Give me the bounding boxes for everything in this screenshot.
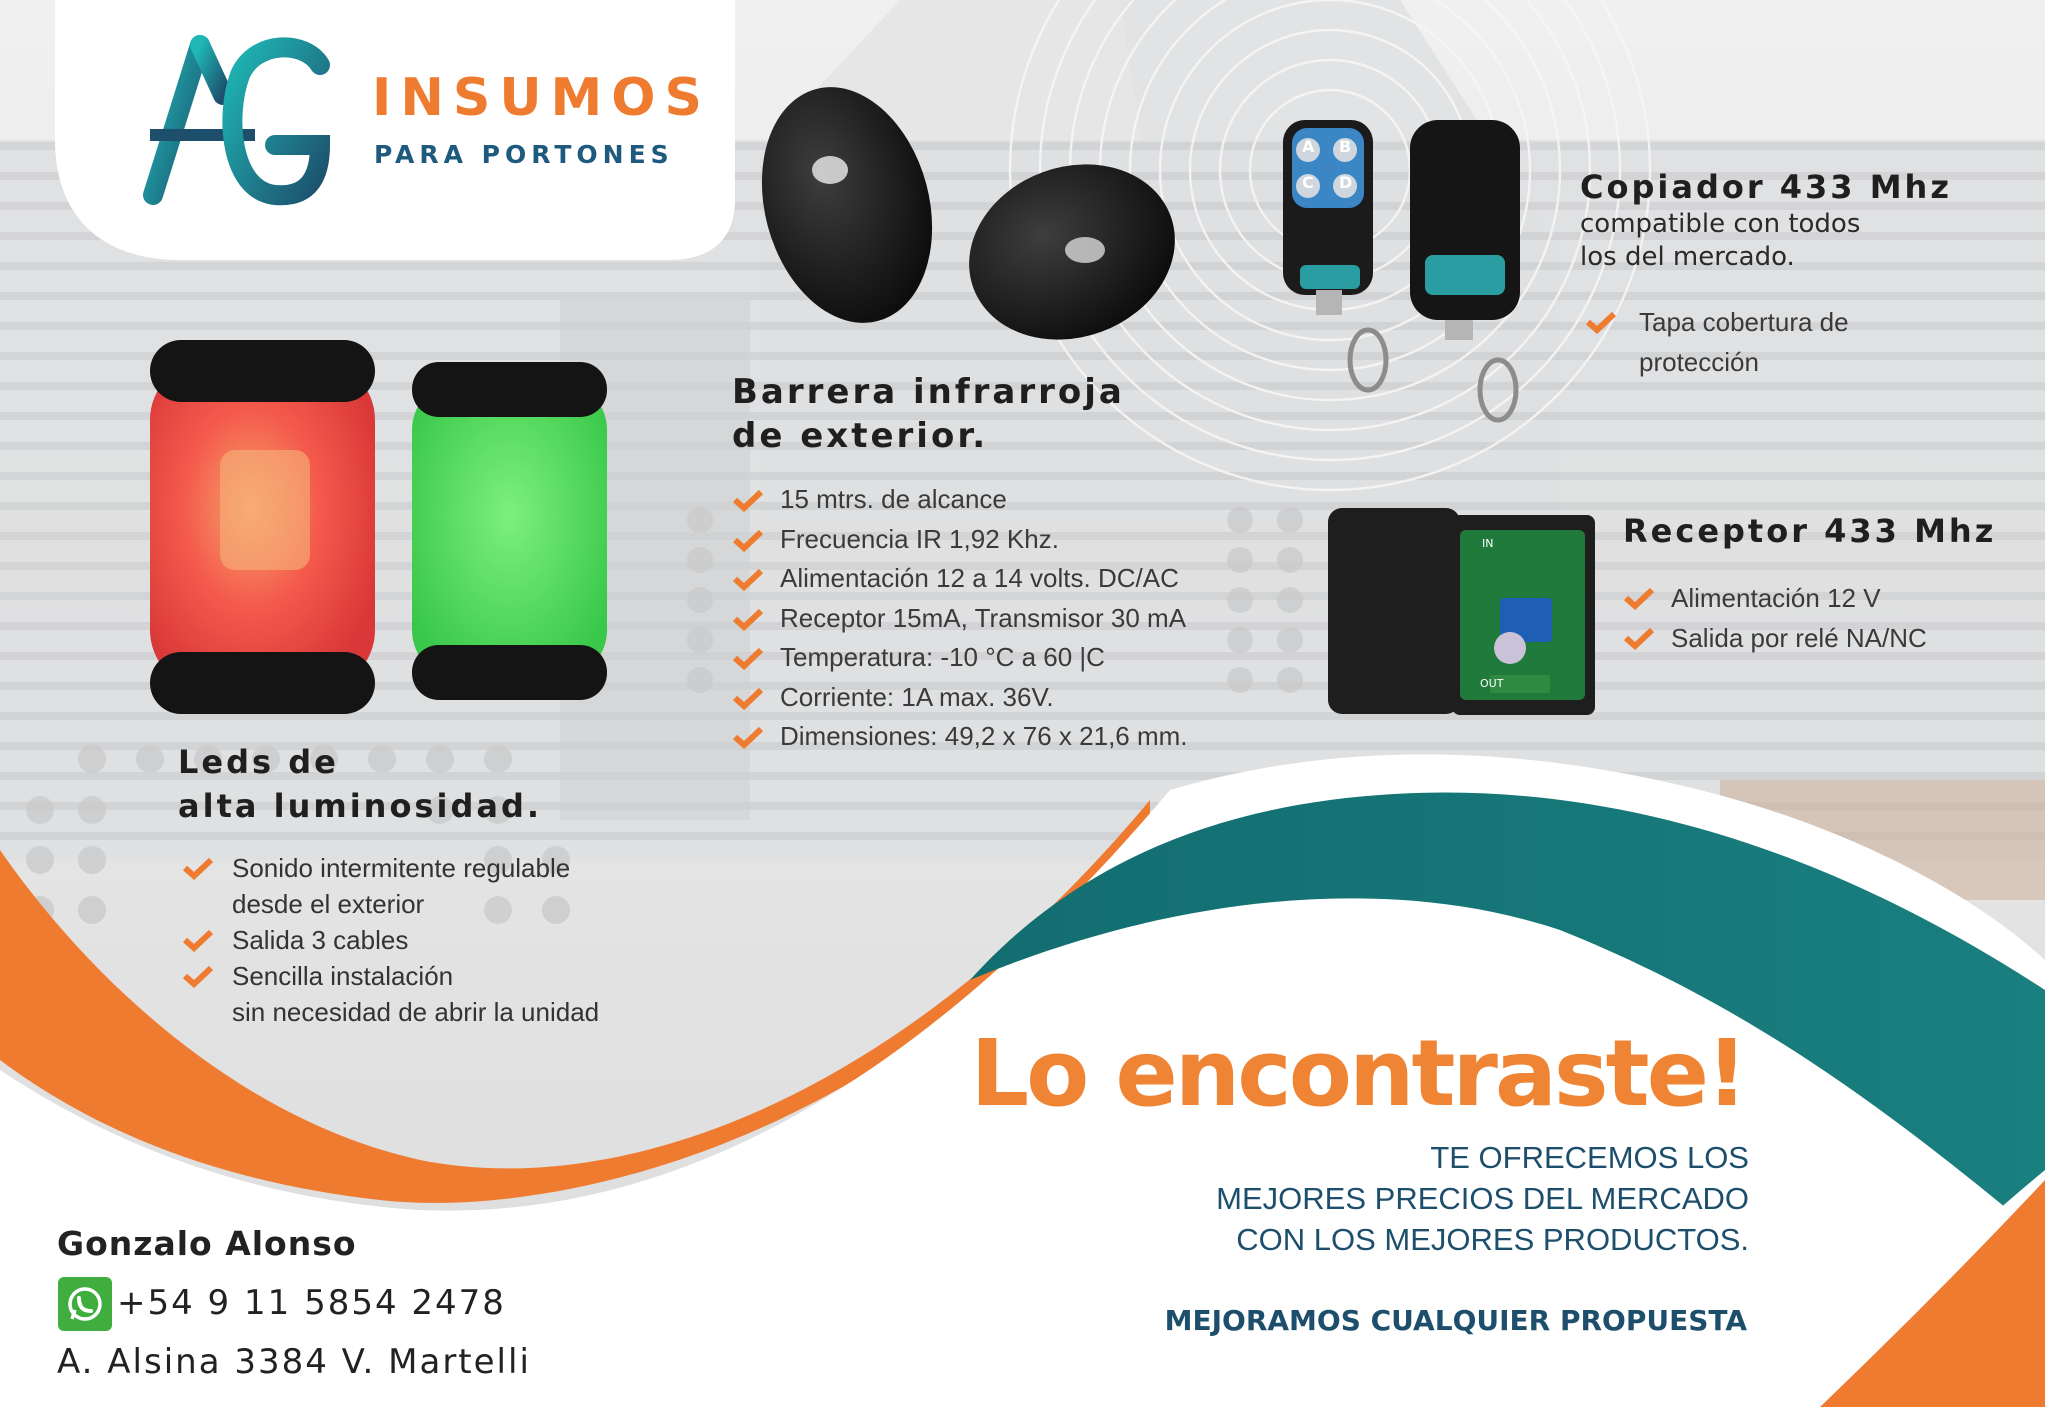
check-icon: [1585, 310, 1617, 334]
list-item: [1623, 578, 1927, 618]
copier-feature: [1585, 302, 1849, 382]
feature-text: Alimentación 12 V: [1671, 583, 1881, 613]
brand-tagline: PARA PORTONES: [374, 140, 674, 169]
leds-feature-list: [182, 850, 599, 1030]
remote-button-a: A: [1302, 137, 1315, 156]
contact-name: Gonzalo Alonso: [57, 1224, 357, 1263]
check-icon: [732, 725, 764, 749]
list-item: [732, 480, 1188, 520]
check-icon: [732, 686, 764, 710]
promo-offer-line1: TE OFRECEMOS LOS: [1430, 1140, 1749, 1175]
promo-offer-line3: CON LOS MEJORES PRODUCTOS.: [1236, 1222, 1749, 1257]
barrier-title-line2: de exterior.: [732, 416, 989, 456]
check-icon: [732, 488, 764, 512]
check-icon: [732, 567, 764, 591]
copier-subtitle-line1: compatible con todos: [1580, 209, 1861, 239]
copier-subtitle-line2: los del mercado.: [1580, 242, 1795, 272]
promo-offer-line2: MEJORES PRECIOS DEL MERCADO: [1216, 1181, 1749, 1216]
leds-title-line2: alta luminosidad.: [178, 787, 542, 825]
leds-title: [178, 740, 542, 828]
feature-text: Receptor 15mA, Transmisor 30 mA: [780, 602, 1187, 633]
contact-address: A. Alsina 3384 V. Martelli: [57, 1342, 531, 1382]
copier-subtitle: [1580, 208, 1860, 274]
feature-text: Temperatura: -10 °C a 60 |C: [780, 642, 1105, 672]
receiver-title: Receptor 433 Mhz: [1623, 512, 1997, 550]
list-item: [732, 599, 1188, 639]
feature-text: Alimentación 12 a 14 volts. DC/AC: [780, 563, 1179, 593]
receiver-board-label-in: IN: [1482, 537, 1494, 550]
feature-text: 15 mtrs. de alcance: [780, 484, 1007, 514]
remote-button-d: D: [1339, 173, 1353, 192]
promo-offer: [1216, 1137, 1749, 1260]
feature-text: Sonido intermitente regulable: [232, 853, 571, 883]
list-item: [732, 717, 1188, 757]
copier-feature-line1: Tapa cobertura de: [1639, 307, 1849, 337]
brand-logo-icon: [135, 35, 335, 210]
contact-phone[interactable]: +54 9 11 5854 2478: [117, 1283, 506, 1323]
list-item: [732, 638, 1188, 678]
led-light-red-illustration: [150, 340, 375, 714]
feature-text: Frecuencia IR 1,92 Khz.: [780, 523, 1059, 554]
remote-button-b: B: [1339, 137, 1352, 156]
check-icon: [732, 646, 764, 670]
receiver-board-label-out: OUT: [1480, 677, 1504, 690]
feature-text: Salida por relé NA/NC: [1671, 623, 1927, 653]
feature-text: Corriente: 1A max. 36V.: [780, 681, 1054, 712]
feature-text: Sencilla instalación: [232, 961, 454, 991]
check-icon: [182, 856, 214, 880]
check-icon: [182, 928, 214, 952]
copier-feature-line2: protección: [1639, 347, 1759, 377]
barrier-feature-list: [732, 480, 1188, 757]
remote-button-c: C: [1302, 173, 1314, 192]
led-light-green-illustration: [412, 362, 607, 700]
feature-text: Dimensiones: 49,2 x 76 x 21,6 mm.: [780, 721, 1188, 751]
feature-text: desde el exterior: [232, 889, 425, 919]
list-item: [732, 559, 1188, 599]
check-icon: [732, 607, 764, 631]
list-item: [732, 520, 1188, 560]
barrier-title-line1: Barrera infrarroja: [732, 372, 1125, 412]
receiver-illustration: [1328, 508, 1595, 715]
feature-text: Salida 3 cables: [232, 925, 409, 955]
brand-name: INSUMOS: [372, 68, 711, 128]
whatsapp-icon[interactable]: [58, 1277, 112, 1331]
check-icon: [1623, 586, 1655, 610]
barrier-title: [732, 370, 1125, 458]
promo-improve: MEJORAMOS CUALQUIER PROPUESTA: [1164, 1304, 1747, 1337]
receiver-feature-list: [1623, 578, 1927, 658]
promo-headline: Lo encontraste!: [970, 1020, 1745, 1127]
check-icon: [732, 528, 764, 552]
list-item: [732, 678, 1188, 718]
list-item: [1623, 618, 1927, 658]
check-icon: [1623, 626, 1655, 650]
copier-title: Copiador 433 Mhz: [1580, 168, 1952, 206]
feature-text: sin necesidad de abrir la unidad: [232, 997, 600, 1027]
check-icon: [182, 964, 214, 988]
leds-title-line1: Leds de: [178, 743, 339, 781]
